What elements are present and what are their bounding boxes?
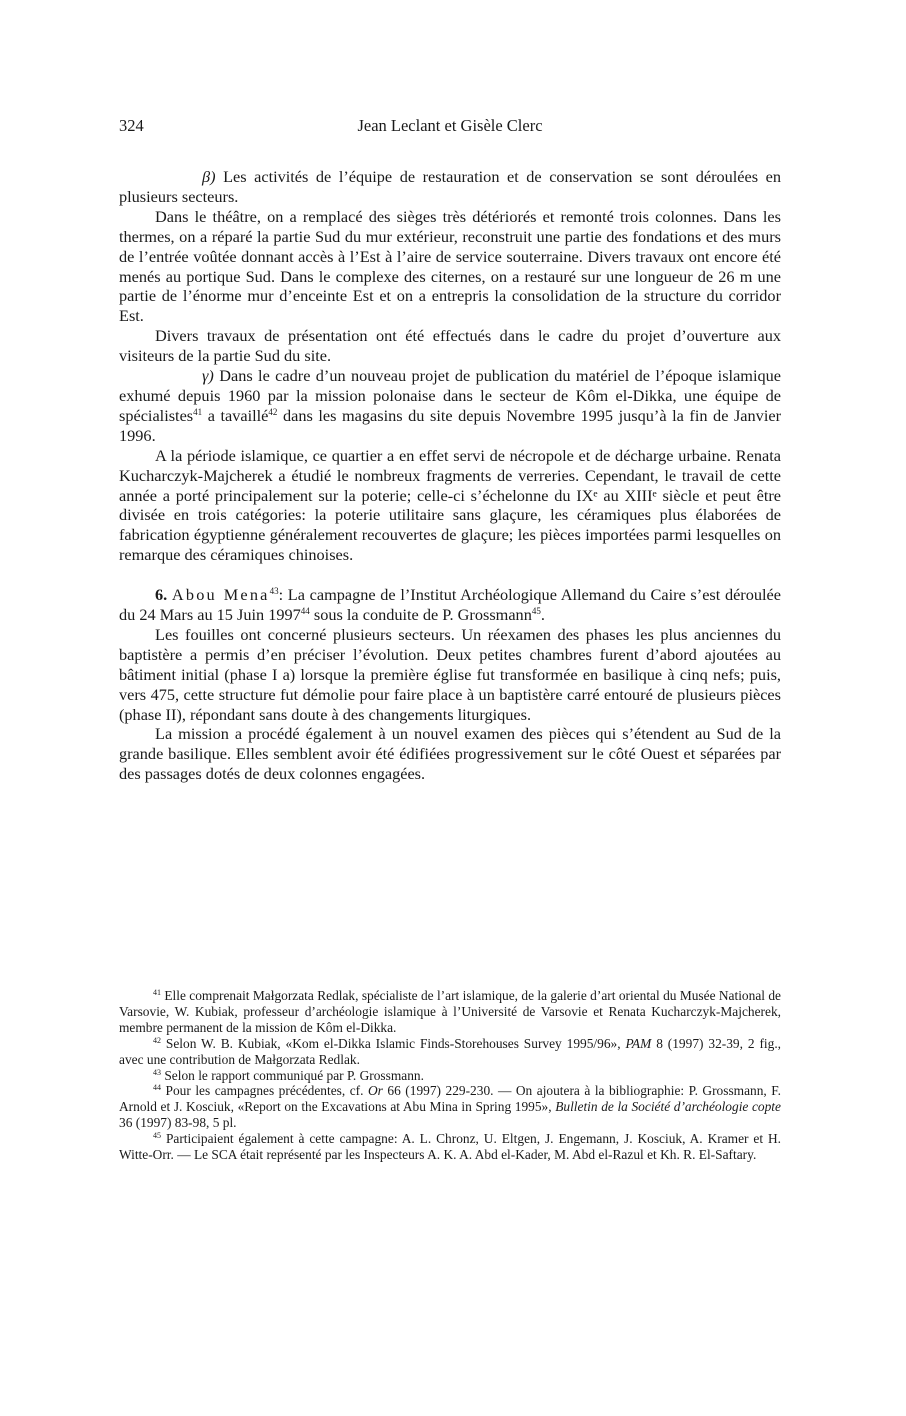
running-head: Jean Leclant et Gisèle Clerc <box>357 116 543 135</box>
footnote-text: Pour les campagnes précédentes, cf. <box>165 1083 364 1099</box>
paragraph-gamma <box>119 366 781 446</box>
body-text <box>119 167 781 784</box>
page-number: 324 <box>119 116 144 135</box>
page <box>119 0 781 1416</box>
footnote-text: Selon W. B. Kubiak, «Kom el-Dikka Islamic Finds-Storehouses Survey 1995/96», <box>165 1035 621 1051</box>
journal-title: Or <box>368 1083 383 1099</box>
site-name: Abou Mena <box>171 585 270 605</box>
paragraph-label: γ) <box>202 366 214 386</box>
footnote-text: Elle comprenait Małgorzata Redlak, spécialiste de l’art islamique, de la galerie d’art oriental du Musée National de Varsovie, W. Kubiak, professeur d’archéologie islamique à l’Université de Varsovie et Renata Kucharczyk-Majcherek, membre permanent de la mission de Kôm el-Dikka. <box>119 988 781 1035</box>
footnote-42 <box>119 1036 781 1068</box>
footnote-text: 36 (1997) 83-98, 5 pl. <box>119 1115 237 1131</box>
footnote-number: 44 <box>153 1083 161 1093</box>
paragraph-fouilles: Les fouilles ont concerné plusieurs secteurs. Un réexamen des phases les plus anciennes du baptistère a permis d’en préciser l’évolution. Deux petites chambres furent d’abord ajoutées au bâtiment initial (phase I a) lorsque la première église fut transformée en basilique à cinq nefs; puis, vers 475, cette structure fut démolie pour faire place à un baptistère carré entouré de plusieurs pièces (phase II), répondant sans doute à des changements liturgiques. <box>119 624 781 724</box>
paragraph-text: Les activités de l’équipe de restauration et de conservation se sont déroulées en plusieurs secteurs. <box>119 167 781 206</box>
paragraph-islamic-period: A la période islamique, ce quartier a en effet servi de nécropole et de décharge urbaine. Renata Kucharczyk-Majcherek a étudié le nombreux fragments de verreries. Cependant, le travail de cette année a porté principalement sur la poterie; celle-ci s’échelonne du IXᵉ au XIIIᵉ siècle et peut être divisée en trois catégories: la poterie utilitaire sans glaçure, les céramiques plus élaborées de fabrication égyptienne généralement recouvertes de glaçure; les pièces importées parmi lesquelles on remarque des céramiques chinoises. <box>119 445 781 565</box>
journal-title: Bulletin de la Société d’archéologie copte <box>555 1099 781 1115</box>
paragraph-text: : La campagne de l’Institut Archéologique Allemand du Caire s’est déroulée du 24 Mars au 15 Juin 1997 <box>119 585 781 625</box>
footnote-text: Selon le rapport communiqué par P. Grossmann. <box>164 1067 424 1083</box>
footnote-ref[interactable]: 41 <box>193 406 203 417</box>
footnote-number: 41 <box>153 988 161 997</box>
section-abou-mena <box>119 585 781 625</box>
footnote-41 <box>119 988 781 1036</box>
section-number: 6. <box>155 585 168 605</box>
paragraph-presentation: Divers travaux de présentation ont été effectués dans le cadre du projet d’ouverture aux visiteurs de la partie Sud du site. <box>119 326 781 366</box>
page-header <box>119 116 781 140</box>
paragraph-mission: La mission a procédé également à un nouvel examen des pièces qui s’étendent au Sud de la grande basilique. Elles semblent avoir été édifiées progressivement sur le côté Ouest et séparées par des passages dotés de deux colonnes engagées. <box>119 724 781 784</box>
footnote-ref[interactable]: 43 <box>269 586 279 597</box>
footnotes <box>119 988 781 1163</box>
footnote-ref[interactable]: 44 <box>300 606 310 617</box>
footnote-text: 66 (1997) 229-230. — On ajoutera à la bibliographie: P. Grossmann, F. Arnold et J. Kosciuk, «Report on the Excavations at Abu Mina in Spring 1995», <box>119 1083 781 1115</box>
footnote-number: 45 <box>153 1131 161 1141</box>
footnote-text: Participaient également à cette campagne: A. L. Chronz, U. Eltgen, J. Engemann, J. Kosciuk, A. Kramer et H. Witte-Orr. — Le SCA était représenté par les Inspecteurs A. K. A. Abd el-Kader, M. Abd el-Razul et Kh. R. El-Saftary. <box>119 1131 782 1163</box>
footnote-number: 42 <box>153 1035 161 1045</box>
paragraph-beta <box>119 167 781 207</box>
paragraph-text: sous la conduite de P. Grossmann <box>313 605 532 625</box>
footnote-ref[interactable]: 45 <box>531 606 541 617</box>
paragraph-text: a tavaillé <box>207 405 269 425</box>
paragraph-label: β) <box>202 167 216 186</box>
paragraph-theatre: Dans le théâtre, on a remplacé des sièges très détériorés et remonté trois colonnes. Dans les thermes, on a réparé la partie Sud du mur extérieur, reconstruit une partie des fondations et des murs de l’entrée voûtée donnant accès à l’Est à l’aire de service souterraine. Divers travaux ont encore été menés au portique Sud. Dans le complexe des citernes, on a restauré sur une longueur de 26 m une partie de l’énorme mur d’enceinte Est et on a entrepris la consolidation de la structure du corridor Est. <box>119 206 781 326</box>
footnote-number: 43 <box>153 1067 161 1077</box>
footnote-44 <box>119 1083 781 1131</box>
paragraph-text: Dans le cadre d’un nouveau projet de publication du matériel de l’époque islamique exhumé depuis 1960 par la mission polonaise dans le secteur de Kôm el-Dikka, une équipe de spécialistes <box>119 366 781 425</box>
paragraph-text: . <box>540 605 545 625</box>
footnote-45 <box>119 1131 781 1163</box>
footnote-ref[interactable]: 42 <box>268 406 278 417</box>
footnote-43 <box>119 1068 781 1084</box>
paragraph-text: dans les magasins du site depuis Novembre 1995 jusqu’à la fin de Janvier 1996. <box>119 405 781 445</box>
journal-title: PAM <box>625 1035 652 1051</box>
footnote-text: 8 (1997) 32-39, 2 fig., avec une contribution de Małgorzata Redlak. <box>119 1035 782 1067</box>
